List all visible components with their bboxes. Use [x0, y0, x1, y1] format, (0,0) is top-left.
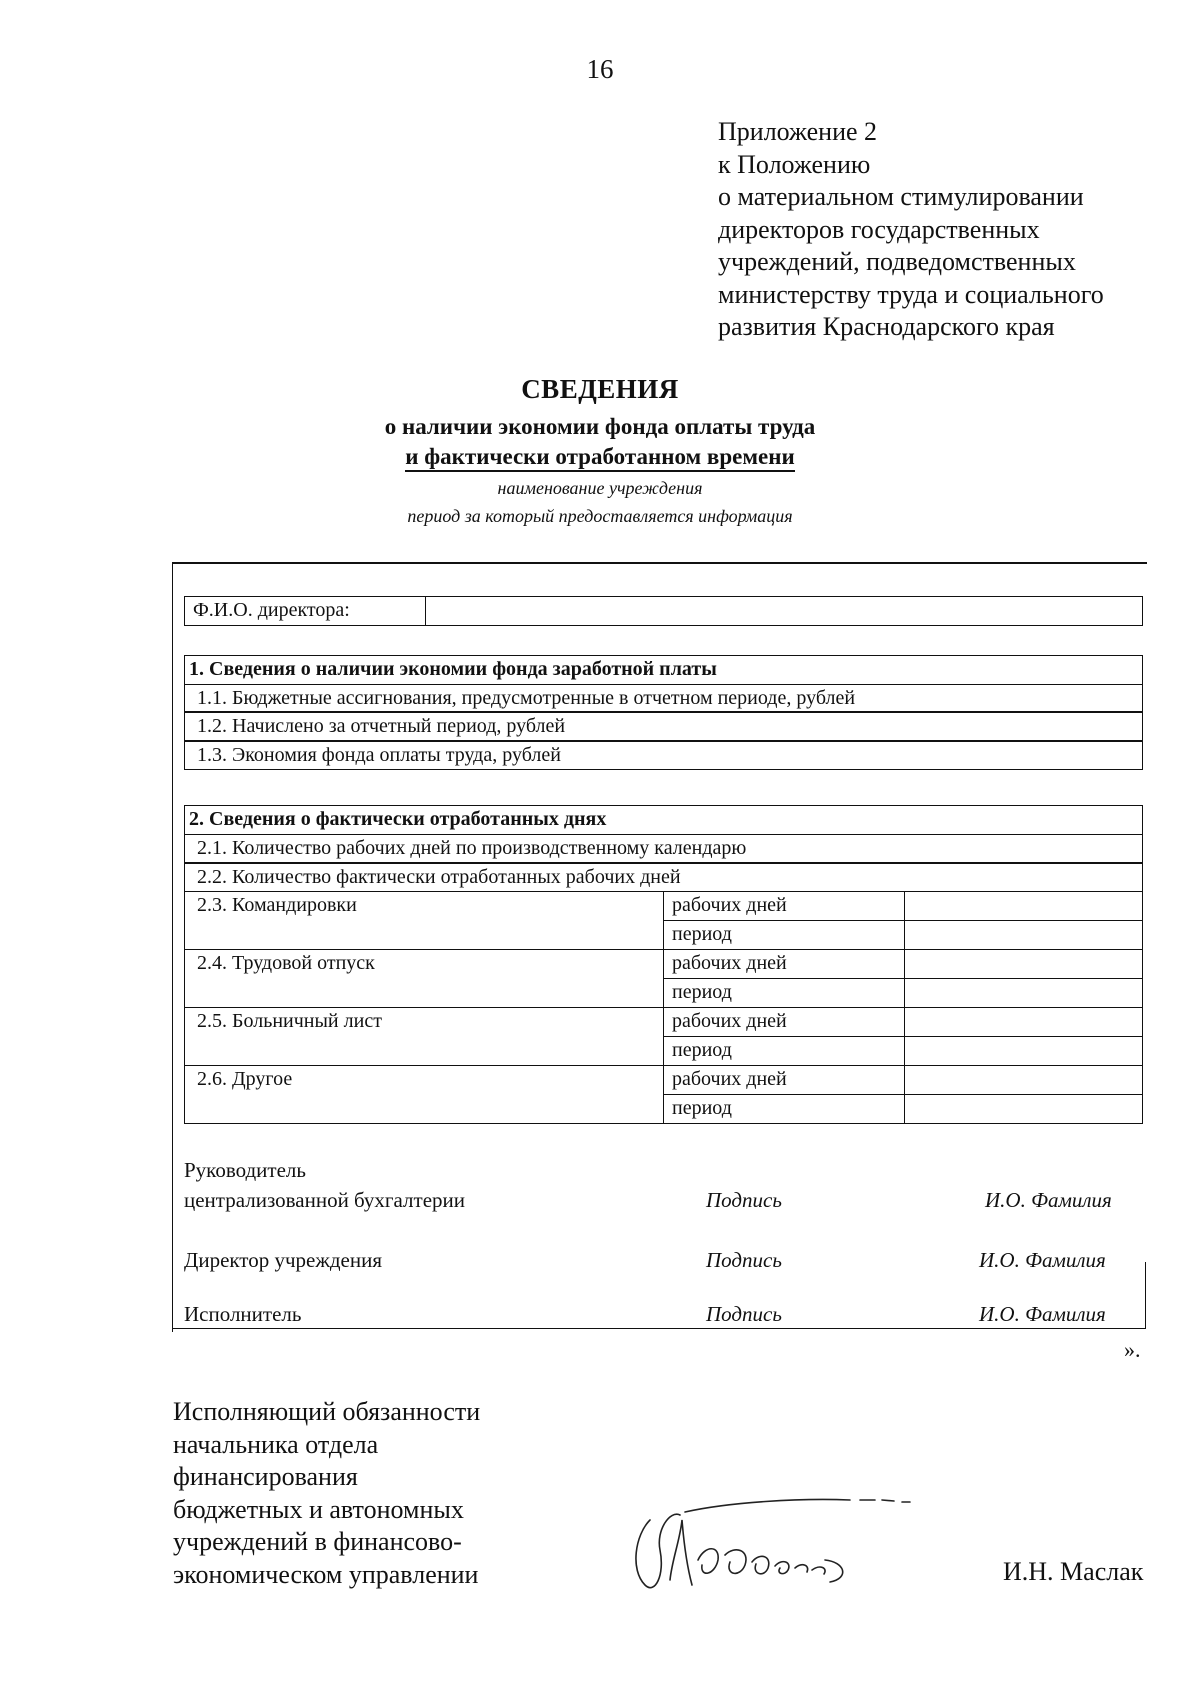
absence-working-days-field[interactable]	[904, 1008, 1143, 1037]
director-name-field[interactable]	[425, 596, 1143, 626]
absence-working-days-label: рабочих дней	[663, 1066, 905, 1095]
footer-position-line: финансирования	[173, 1462, 358, 1491]
absence-period-label: период	[663, 1037, 905, 1066]
document-subtitle-line1: о наличии экономии фонда оплаты труда	[384, 414, 816, 439]
absence-working-days-field[interactable]	[904, 1066, 1143, 1095]
appendix-line: Приложение 2	[718, 117, 878, 146]
section1-row-accrued: 1.2. Начислено за отчетный период, рублей	[184, 712, 1143, 741]
closing-quote: ».	[1124, 1337, 1141, 1362]
appendix-line: развития Краснодарского края	[718, 312, 1055, 341]
document-title: СВЕДЕНИЯ	[521, 374, 679, 404]
section1-title: 1. Сведения о наличии экономии фонда заработной платы	[184, 655, 1143, 684]
footer-position-line: экономическом управлении	[173, 1559, 479, 1589]
signatory-name-placeholder: И.О. Фамилия	[979, 1302, 1106, 1326]
absence-period-field[interactable]	[904, 921, 1143, 950]
section2-row-worked-days: 2.2. Количество фактически отработанных рабочих дней	[184, 863, 1143, 892]
signature-placeholder: Подпись	[706, 1248, 782, 1272]
appendix-line: учреждений, подведомственных	[718, 247, 1076, 276]
absence-period-field[interactable]	[904, 1095, 1143, 1124]
absence-period-label: период	[663, 921, 905, 950]
signatory-accounting-head-line2: централизованной бухгалтерии	[184, 1188, 466, 1212]
absence-period-field[interactable]	[904, 1037, 1143, 1066]
appendix-line: министерству труда и социального	[718, 279, 1104, 309]
footer-signatory-name: И.Н. Маслак	[1003, 1557, 1144, 1586]
director-name-label: Ф.И.О. директора:	[184, 596, 426, 626]
absence-label-other: 2.6. Другое	[184, 1066, 664, 1124]
signatory-executor: Исполнитель	[184, 1302, 302, 1326]
appendix-reference	[718, 116, 1104, 344]
absence-working-days-field[interactable]	[904, 892, 1143, 921]
appendix-line: к Положению	[718, 149, 871, 179]
appendix-line: о материальном стимулировании	[718, 182, 1084, 211]
absence-period-label: период	[663, 979, 905, 1008]
appendix-line: директоров государственных	[718, 214, 1040, 244]
footer-position-line: начальника отдела	[173, 1429, 379, 1459]
signatory-name-placeholder: И.О. Фамилия	[979, 1248, 1106, 1272]
section1-row-budget: 1.1. Бюджетные ассигнования, предусмотренные в отчетном периоде, рублей	[184, 684, 1143, 712]
section2-row-calendar-days: 2.1. Количество рабочих дней по производственному календарю	[184, 834, 1143, 863]
signature-placeholder: Подпись	[706, 1188, 782, 1212]
signatory-accounting-head-line1: Руководитель	[184, 1158, 306, 1182]
section1-row-savings: 1.3. Экономия фонда оплаты труда, рублей	[184, 741, 1143, 770]
signatory-name-placeholder: И.О. Фамилия	[985, 1188, 1112, 1212]
section2-title: 2. Сведения о фактически отработанных днях	[184, 805, 1143, 834]
footer-position-line: учреждений в финансово-	[173, 1527, 462, 1556]
footer-position-line: бюджетных и автономных	[173, 1494, 464, 1524]
absence-label-business-trips: 2.3. Командировки	[184, 892, 664, 950]
footer-position-title	[173, 1396, 480, 1591]
absence-period-field[interactable]	[904, 979, 1143, 1008]
handwritten-signature-icon	[610, 1490, 930, 1610]
document-subtitle-underlined: и фактически отработанном времени	[405, 444, 794, 472]
document-subtitle-line2	[0, 444, 1200, 470]
absence-label-vacation: 2.4. Трудовой отпуск	[184, 950, 664, 1008]
footer-position-line: Исполняющий обязанности	[173, 1397, 481, 1426]
institution-name-hint: наименование учреждения	[497, 478, 703, 498]
page-number: 16	[586, 54, 614, 84]
signatory-director: Директор учреждения	[184, 1248, 382, 1272]
absence-working-days-label: рабочих дней	[663, 892, 905, 921]
reporting-period-hint: период за который предоставляется информация	[407, 506, 793, 526]
form-bottom-rule	[172, 1328, 1146, 1329]
absence-working-days-label: рабочих дней	[663, 1008, 905, 1037]
absence-period-label: период	[663, 1095, 905, 1124]
absence-working-days-label: рабочих дней	[663, 950, 905, 979]
signature-placeholder: Подпись	[706, 1302, 782, 1326]
form-right-rule	[1145, 1262, 1146, 1328]
absence-working-days-field[interactable]	[904, 950, 1143, 979]
absence-label-sick-leave: 2.5. Больничный лист	[184, 1008, 664, 1066]
